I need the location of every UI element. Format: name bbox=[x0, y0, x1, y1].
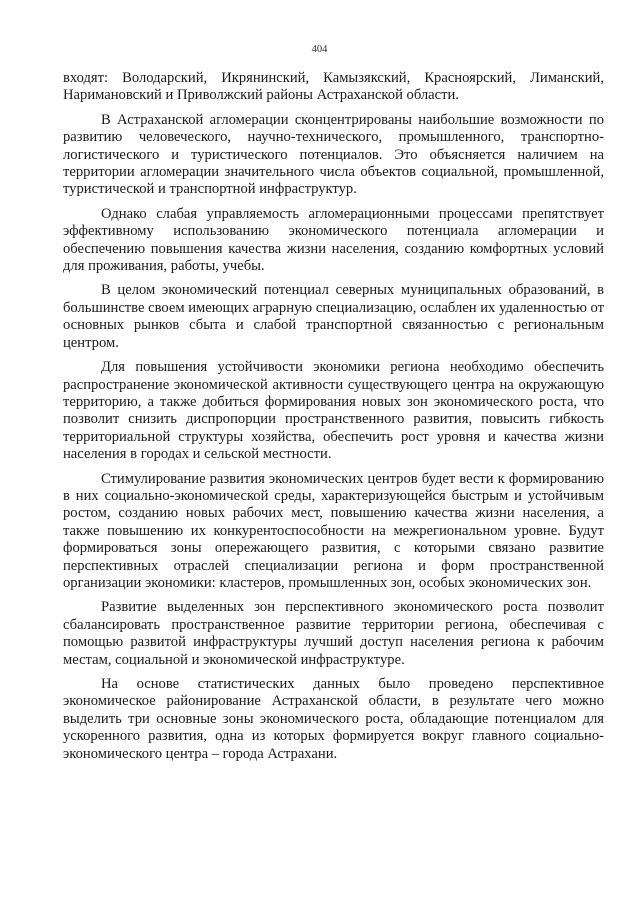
paragraph-northern-municipalities: В целом экономический потенциал северных муниципальных образований, в большинстве своем имеющих аграрную специализацию, ослаблен их удаленностью от основных рынков сбыта и слабой транспортной связанностью с региональным центром. bbox=[63, 282, 604, 351]
paragraph-growth-zones: Развитие выделенных зон перспективного экономического роста позволит сбалансировать пространственное развитие территории региона, обеспечивая с помощью развитой инфраструктуры лучший доступ населения региона к рабочим местам, социальной и экономической инфраструктуре. bbox=[63, 599, 604, 668]
paragraph-stimulating-centers: Стимулирование развития экономических центров будет вести к формированию в них социально-экономической среды, характеризующейся быстрым и устойчивым ростом, созданию новых рабочих мест, повышению качества жизни населения, а также повышению их конкурентоспособности на межрегиональном уровне. Будут формироваться зоны опережающего развития, с которыми связано развитие перспективных отраслей специализации региона и форм пространственной организации экономики: кластеров, промышленных зон, особых экономических зон. bbox=[63, 470, 604, 591]
page-number: 404 bbox=[311, 44, 328, 55]
paragraph-zoning-conclusion: На основе статистических данных было проведено перспективное экономическое районирование Астраханской области, в результате чего можно выделить три основные зоны экономического роста, обладающие потенциалом для ускоренного развития, одна из которых формируется вокруг главного социально-экономического центра – города Астрахани. bbox=[63, 676, 604, 762]
body-text bbox=[63, 70, 604, 770]
paragraph-continuation: входят: Володарский, Икрянинский, Камызякский, Красноярский, Лиманский, Наримановский и Приволжский районы Астраханской области. bbox=[63, 70, 604, 104]
paragraph-economic-stability: Для повышения устойчивости экономики региона необходимо обеспечить распространение экономической активности существующего центра на окружающую территорию, а также добиться формирования новых зон экономического роста, что позволит снизить диспропорции пространственного развития, повысить гибкость территориальной структуры хозяйства, обеспечить рост уровня и качества жизни населения в городах и сельской местности. bbox=[63, 359, 604, 463]
paragraph-agglomeration-potential: В Астраханской агломерации сконцентрированы наибольшие возможности по развитию человеческого, научно-технического, промышленного, транспортно-логистического и туристического потенциалов. Это объясняется наличием на территории агломерации значительного числа объектов социальной, промышленной, туристической и транспортной инфраструктур. bbox=[63, 111, 604, 198]
paragraph-weak-management: Однако слабая управляемость агломерационными процессами препятствует эффективному использованию экономического потенциала агломерации и обеспечению повышения качества жизни населения, созданию комфортных условий для проживания, работы, учебы. bbox=[63, 205, 604, 275]
